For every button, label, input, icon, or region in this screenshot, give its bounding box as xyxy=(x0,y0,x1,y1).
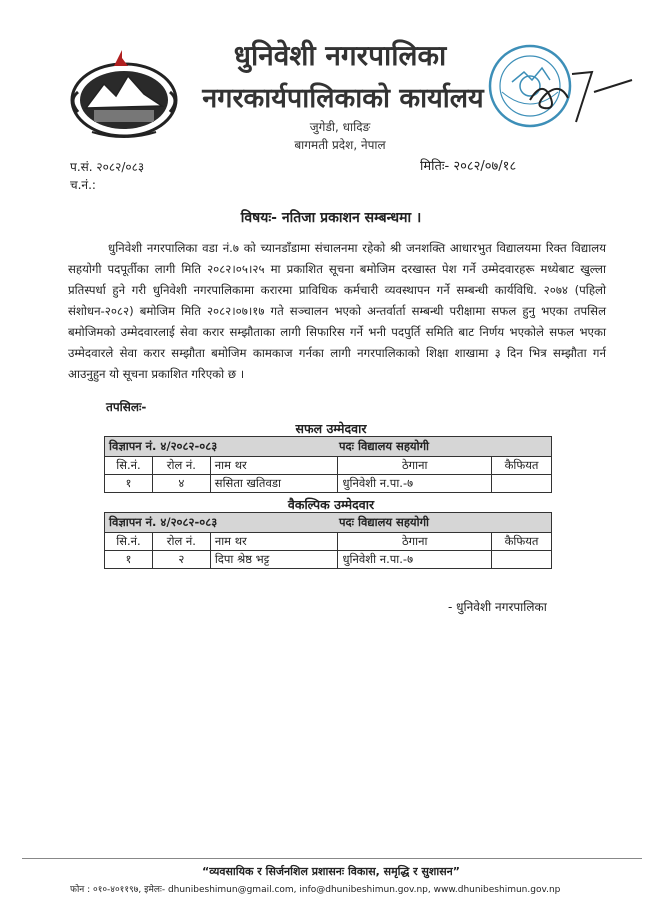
advertisement-band xyxy=(105,437,552,457)
table-header-row xyxy=(105,533,552,551)
col-roll: रोल नं. xyxy=(152,457,210,475)
table-header-row xyxy=(105,457,552,475)
notice-body: धुनिवेशी नगरपालिका वडा नं.७ को च्यानडाँडामा संचालनमा रहेको श्री जनशक्ति आधारभुत विद्यालयमा रिक्त विद्यालय सहयोगी पदपूर्तीका लागी मिति २०८२।०५।२५ मा प्रकाशित सूचना बमोजिम दरखास्त पेश गर्ने उम्मेदवारहरू मध्येबाट खुल्ला प्रतिस्पर्धा हुने गरी धुनिवेशी नगरपालिकामा करारमा प्राविधिक कर्मचारी व्यवस्थापन गर्ने सम्बन्धी कार्यविधि. २०७४ (पहिलो संशोधन-२०८२) बमोजिम मिति २०८२।०७।१७ गते सञ्चालन भएको अन्तर्वार्ता सम्बन्धी परीक्षामा सफल हुनु भएका तपसिल बमोजिमको उम्मेदवारलाई सेवा करार सम्झौताका लागी सिफारिस गर्ने भनी पदपुर्ति समिति बाट निर्णय भएकोले सफल भएका उम्मेदवारले सेवा करार सम्झौता बमोजिम कामकाज गर्नका लागी नगरपालिकाको शिक्षा शाखामा ३ दिन भित्र सम्झौता गर्न आउनुहुन यो सूचना प्रकाशित गरिएको छ । xyxy=(68,241,606,381)
cell-roll: २ xyxy=(152,551,210,569)
municipality-name: धुनिवेशी नगरपालिका xyxy=(233,39,447,72)
advertisement-number: विज्ञापन नं. ४/२०८२-०८३ xyxy=(109,515,218,529)
office-name: नगरकार्यपालिकाको कार्यालय xyxy=(202,83,484,114)
col-address: ठेगाना xyxy=(338,457,492,475)
address-line-2: बागमती प्रदेश, नेपाल xyxy=(294,138,386,152)
sign-off: - धुनिवेशी नगरपालिका xyxy=(448,600,547,614)
cell-sn: १ xyxy=(105,551,153,569)
cell-remarks xyxy=(492,551,552,569)
footer-contact: फोन : ०१०-४०११९७, इमेलः- dhunibeshimun@gmail.com, info@dhunibeshimun.gov.np, www.dhunibeshimun.gov.np xyxy=(70,885,561,895)
cell-name: ससिता खतिवडा xyxy=(210,475,338,493)
advertisement-band xyxy=(105,513,552,533)
nepal-government-emblem-icon xyxy=(64,48,184,140)
dispatch-number: च.नं.: xyxy=(70,178,96,192)
col-roll: रोल नं. xyxy=(152,533,210,551)
col-sn: सि.नं. xyxy=(105,457,153,475)
reference-number: प.सं. २०८२/०८३ xyxy=(70,160,145,174)
handwritten-signature-icon xyxy=(520,62,640,132)
details-label: तपसिलः- xyxy=(106,400,147,414)
cell-name: दिपा श्रेष्ठ भट्ट xyxy=(210,551,338,569)
alternate-candidate-table xyxy=(104,512,552,569)
alternate-candidate-heading: वैकल्पिक उम्मेदवार xyxy=(287,497,375,512)
successful-candidate-table xyxy=(104,436,552,493)
footer-divider xyxy=(22,858,642,859)
cell-sn: १ xyxy=(105,475,153,493)
cell-roll: ४ xyxy=(152,475,210,493)
table-row xyxy=(105,551,552,569)
advertisement-number: विज्ञापन नं. ४/२०८२-०८३ xyxy=(109,439,218,453)
address-line-1: जुगेडी, धादिङ xyxy=(309,120,371,134)
col-name: नाम थर xyxy=(210,457,338,475)
successful-candidate-heading: सफल उम्मेदवार xyxy=(295,421,367,436)
col-name: नाम थर xyxy=(210,533,338,551)
cell-address: धुनिवेशी न.पा.-७ xyxy=(338,551,492,569)
subject-line: विषयः- नतिजा प्रकाशन सम्बन्धमा । xyxy=(240,210,422,226)
post-name: पदः विद्यालय सहयोगी xyxy=(339,515,430,529)
letter-date: मितिः- २०८२/०७/१८ xyxy=(420,159,517,174)
col-address: ठेगाना xyxy=(338,533,492,551)
col-sn: सि.नं. xyxy=(105,533,153,551)
footer-motto: “व्यवसायिक र सिर्जनशिल प्रशासनः विकास, समृद्धि र सुशासन” xyxy=(201,865,460,878)
cell-remarks xyxy=(492,475,552,493)
post-name: पदः विद्यालय सहयोगी xyxy=(339,439,430,453)
table-row xyxy=(105,475,552,493)
col-remarks: कैफियत xyxy=(492,457,552,475)
col-remarks: कैफियत xyxy=(492,533,552,551)
cell-address: धुनिवेशी न.पा.-७ xyxy=(338,475,492,493)
